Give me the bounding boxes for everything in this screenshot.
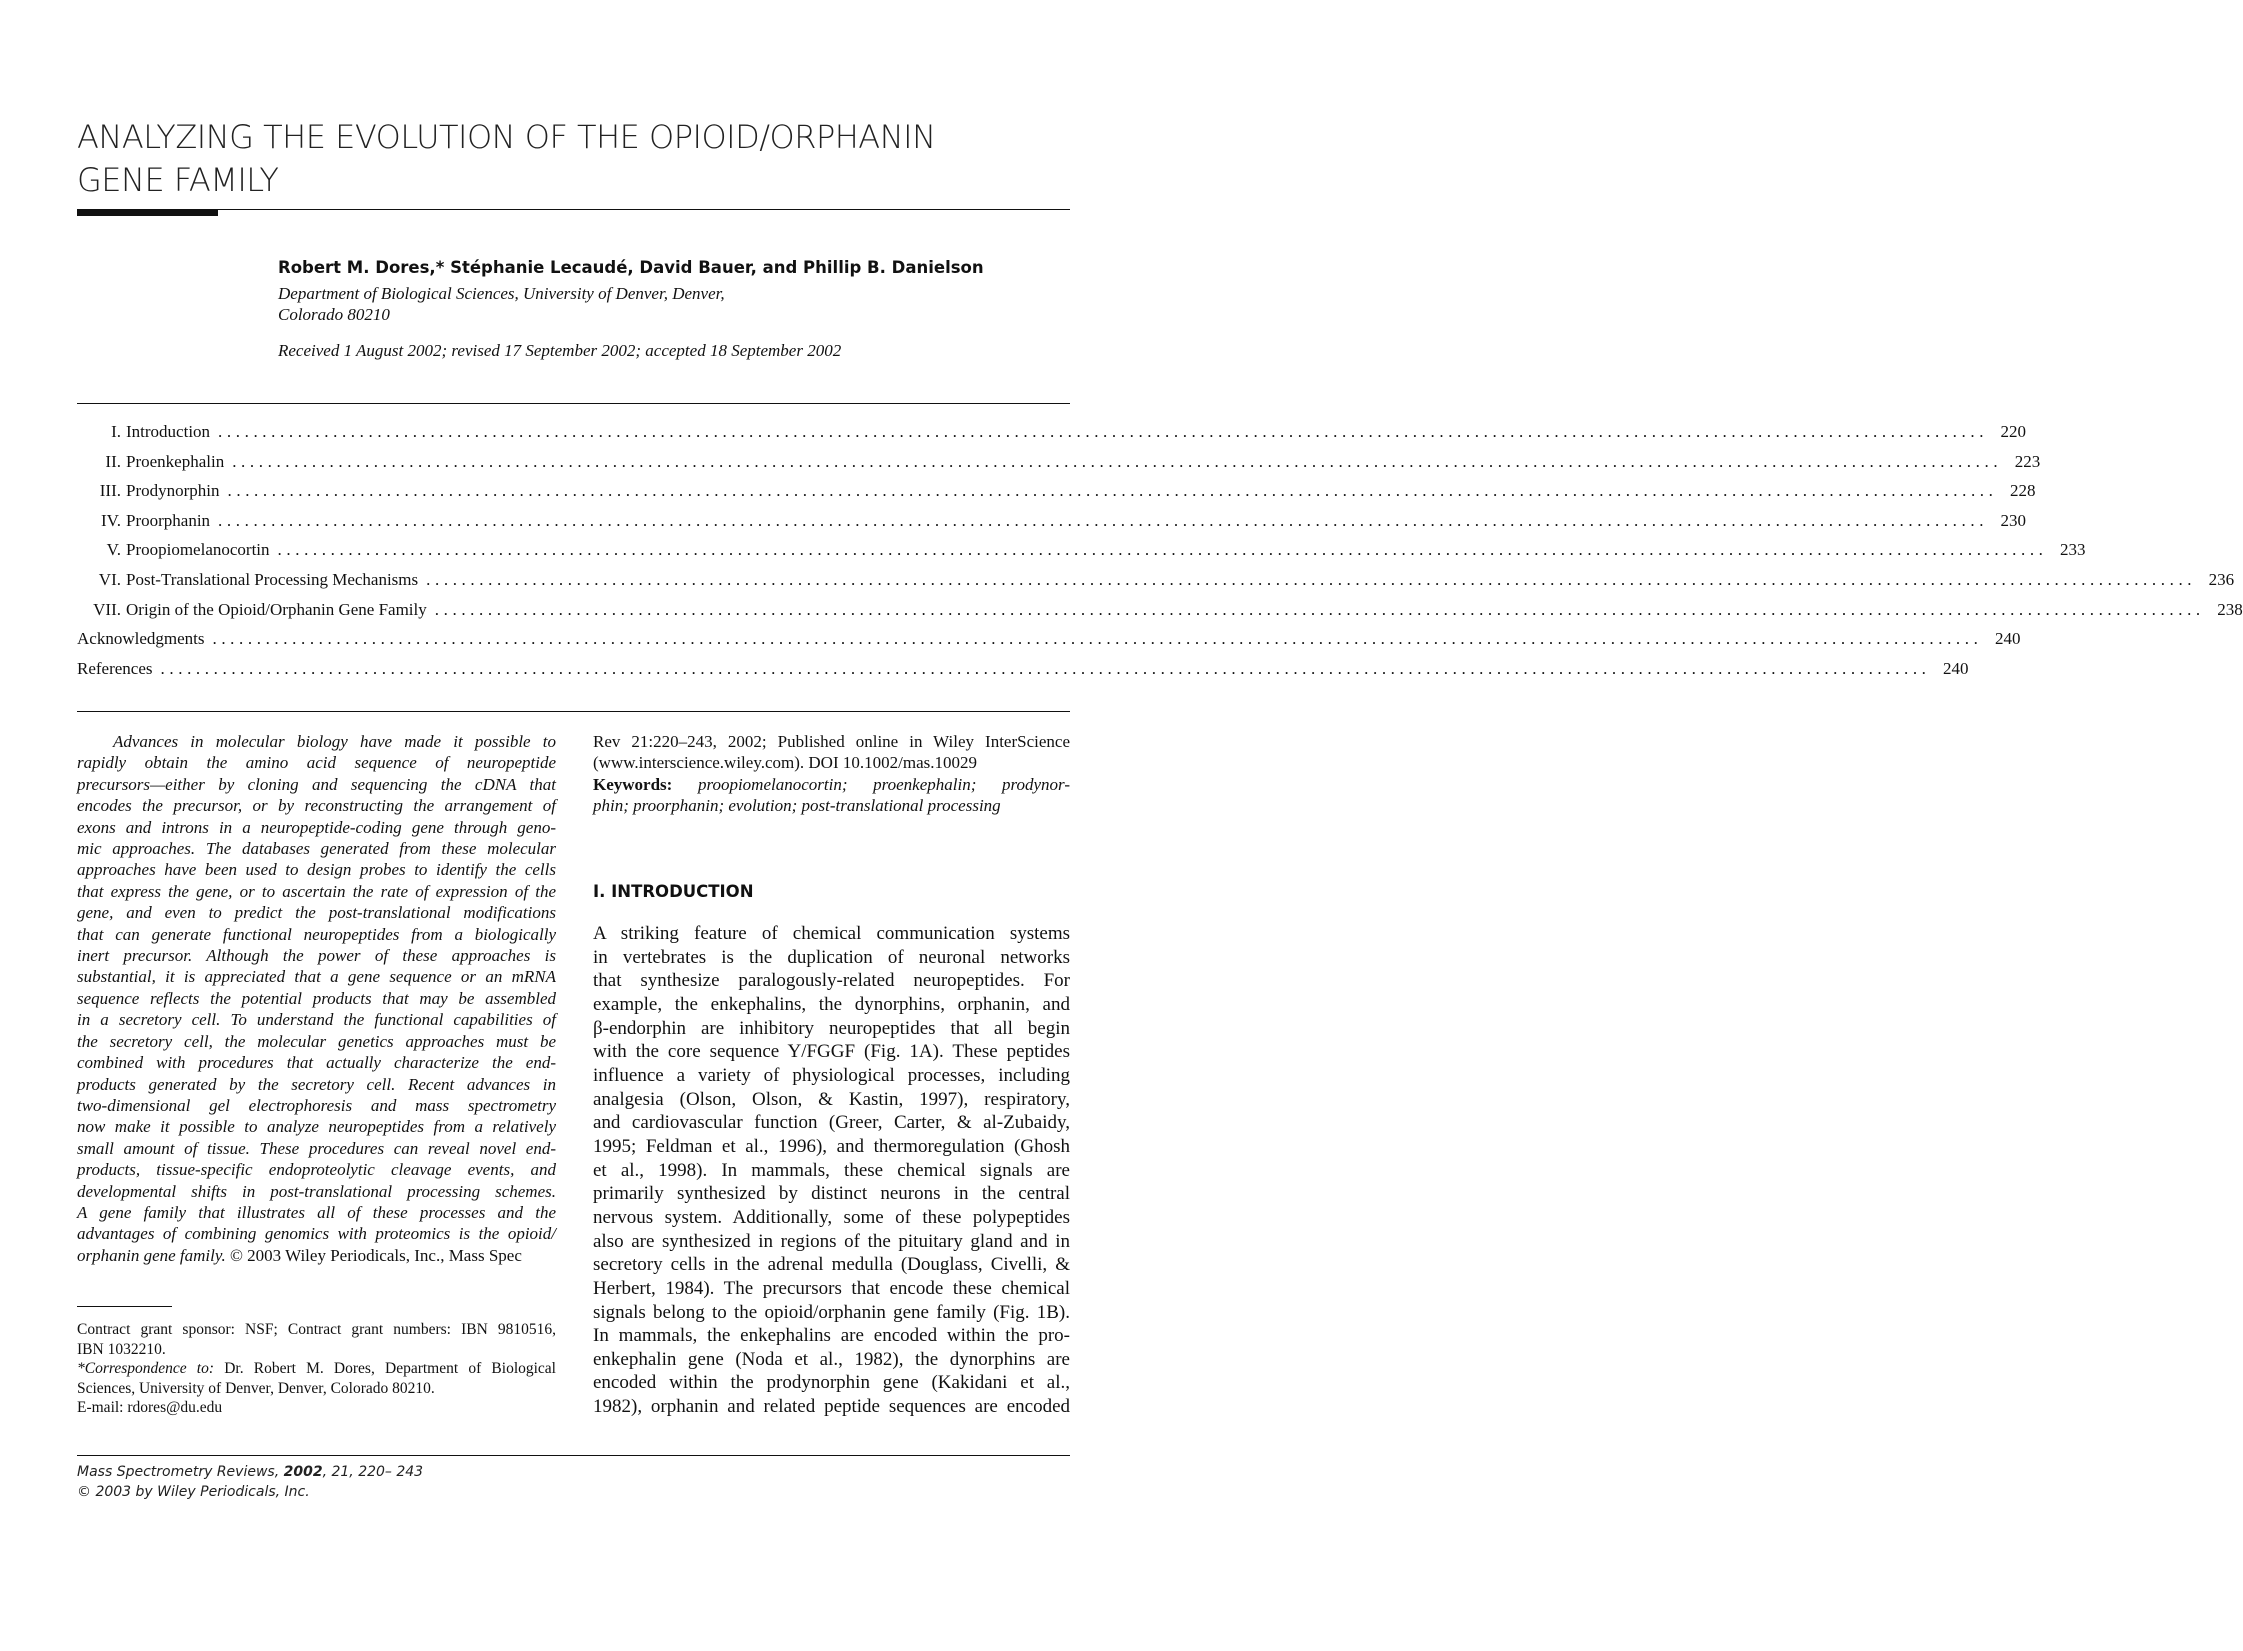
toc-top-rule xyxy=(77,403,1070,404)
abstract-line: Advances in molecular biology have made it possible to xyxy=(113,732,556,751)
abstract-line: small amount of tissue. These procedures can reveal novel end- xyxy=(77,1138,556,1158)
toc-entry[interactable] xyxy=(77,629,2021,659)
toc-leader-dots: ........................................................................................................................................................................................................ xyxy=(212,629,1983,649)
footnote-grant: Contract grant sponsor: NSF; Contract grant numbers: IBN 9810516, xyxy=(77,1321,556,1338)
affiliation xyxy=(278,283,725,325)
intro-line: primarily synthesized by distinct neurons in the central xyxy=(593,1183,1070,1205)
abstract-line: developmental shifts in post-translational processing schemes. xyxy=(77,1181,556,1201)
received-dates: Received 1 August 2002; revised 17 September 2002; accepted 18 September 2002 xyxy=(278,341,842,360)
title-line: ANALYZING THE EVOLUTION OF THE OPIOID/ORPHANIN xyxy=(77,118,936,156)
toc-leader-dots: ........................................................................................................................................................................................................ xyxy=(232,451,2003,471)
abstract-italic: orphanin gene family. xyxy=(77,1245,226,1265)
toc-number: I. xyxy=(111,422,121,441)
intro-line: In mammals, the enkephalins are encoded within the pro- xyxy=(593,1325,1070,1347)
abstract-line: precursors—either by cloning and sequencing the cDNA that xyxy=(77,774,556,794)
toc-label: Prodynorphin xyxy=(126,481,220,501)
affiliation-line: Department of Biological Sciences, University of Denver, Denver, xyxy=(278,284,725,303)
toc-leader-dots: ........................................................................................................................................................................................................ xyxy=(227,481,1998,501)
toc-number: VI. xyxy=(98,569,121,589)
toc-leader-dots: ........................................................................................................................................................................................................ xyxy=(277,540,2048,560)
authors: Robert M. Dores,* Stéphanie Lecaudé, David Bauer, and Phillip B. Danielson xyxy=(278,258,984,277)
keywords-label: Keywords: xyxy=(593,774,673,794)
toc-page-number: 233 xyxy=(2060,540,2086,560)
abstract-line: products, tissue-specific endoproteolytic cleavage events, and xyxy=(77,1160,556,1180)
abstract-line xyxy=(77,1245,556,1266)
toc-page-number: 228 xyxy=(2010,481,2036,501)
correspondence-label: *Correspondence to: xyxy=(77,1360,215,1378)
intro-line: and cardiovascular function (Greer, Carter, & al-Zubaidy, xyxy=(593,1112,1070,1134)
toc-leader-dots: ........................................................................................................................................................................................................ xyxy=(218,510,1989,530)
toc-number: IV. xyxy=(101,510,121,530)
title-accent-bar xyxy=(77,210,218,216)
abstract-line: approaches have been used to design probes to identify the cells xyxy=(77,860,556,880)
journal-name: Mass Spectrometry Reviews, xyxy=(77,1464,284,1480)
footnote-grant: IBN 1032210. xyxy=(77,1340,166,1358)
abstract-line: the secretory cell, the molecular genetics approaches must be xyxy=(77,1031,556,1051)
toc-number: III. xyxy=(99,481,121,501)
title-rule xyxy=(77,209,1070,210)
toc-entry[interactable] xyxy=(77,540,2086,570)
journal-citation xyxy=(77,1462,423,1482)
intro-line: β-endorphin are inhibitory neuropeptides that all begin xyxy=(593,1017,1070,1039)
footnote-correspondence xyxy=(77,1359,556,1379)
citation-line: (www.interscience.wiley.com). DOI 10.1002/mas.10029 xyxy=(593,753,977,773)
toc-entry[interactable] xyxy=(77,599,2243,630)
toc-number: II. xyxy=(105,451,121,471)
toc-label: Proorphanin xyxy=(126,510,211,530)
intro-line: also are synthesized in regions of the pituitary gland and in xyxy=(593,1230,1070,1252)
abstract-line: mic approaches. The databases generated from these molecular xyxy=(77,839,556,859)
journal-footer xyxy=(77,1462,423,1502)
intro-line: secretory cells in the adrenal medulla (Douglass, Civelli, & xyxy=(593,1254,1070,1276)
intro-line: enkephalin gene (Noda et al., 1982), the dynorphins are xyxy=(593,1348,1070,1370)
footnotes xyxy=(77,1320,556,1418)
toc-label: Acknowledgments xyxy=(77,629,205,649)
table-of-contents xyxy=(77,422,2243,688)
abstract-line: advantages of combining genomics with proteomics is the opioid/ xyxy=(77,1224,556,1244)
abstract-line: inert precursor. Although the power of these approaches is xyxy=(77,946,556,966)
abstract-line: now make it possible to analyze neuropeptides from a relatively xyxy=(77,1117,556,1137)
toc-bottom-rule xyxy=(77,711,1070,712)
toc-entry[interactable] xyxy=(77,510,2027,541)
toc-page-number: 240 xyxy=(1994,629,2021,649)
abstract-line: substantial, it is appreciated that a gene sequence or an mRNA xyxy=(77,967,556,987)
intro-line: nervous system. Additionally, some of these polypeptides xyxy=(593,1206,1070,1228)
toc-page-number: 223 xyxy=(2014,451,2041,471)
toc-page-number: 236 xyxy=(2208,569,2235,589)
toc-page-number: 230 xyxy=(2000,510,2027,530)
intro-line: example, the enkephalins, the dynorphins, orphanin, and xyxy=(593,993,1070,1015)
intro-line: A striking feature of chemical communication systems xyxy=(593,923,1070,944)
footnote-rule xyxy=(77,1306,172,1307)
abstract-line: combined with procedures that actually characterize the end- xyxy=(77,1053,556,1073)
intro-line: analgesia (Olson, Olson, & Kastin, 1997), respiratory, xyxy=(593,1088,1070,1110)
abstract-line: two-dimensional gel electrophoresis and mass spectrometry xyxy=(77,1095,556,1115)
article-title xyxy=(77,116,936,202)
intro-line: 1982), orphanin and related peptide sequences are encoded xyxy=(593,1396,1070,1418)
toc-label: Origin of the Opioid/Orphanin Gene Family xyxy=(126,599,427,619)
toc-number: VII. xyxy=(93,599,121,619)
intro-line: 1995; Feldman et al., 1996), and thermoregulation (Ghosh xyxy=(593,1135,1070,1157)
abstract-line: that can generate functional neuropeptides from a biologically xyxy=(77,924,556,944)
section-heading: I. INTRODUCTION xyxy=(593,882,754,901)
correspondence-text: Dr. Robert M. Dores, Department of Biological xyxy=(214,1360,556,1378)
intro-line: et al., 1998). In mammals, these chemical signals are xyxy=(593,1159,1070,1181)
abstract-line: in a secretory cell. To understand the functional capabilities of xyxy=(77,1010,556,1030)
intro-line: influence a variety of physiological processes, including xyxy=(593,1064,1070,1086)
abstract-line: A gene family that illustrates all of these processes and the xyxy=(77,1202,556,1222)
toc-entry[interactable] xyxy=(77,658,1969,689)
intro-line: signals belong to the opioid/orphanin gene family (Fig. 1B). xyxy=(593,1301,1070,1323)
affiliation-line: Colorado 80210 xyxy=(278,305,390,324)
citation-line: Rev 21:220–243, 2002; Published online in Wiley InterScience xyxy=(593,732,1070,751)
keywords-text: phin; proorphanin; evolution; post-translational processing xyxy=(593,796,1001,816)
intro-line: that synthesize paralogously-related neuropeptides. For xyxy=(593,970,1070,992)
toc-entry[interactable] xyxy=(77,451,2041,482)
journal-year: 2002 xyxy=(283,1464,323,1480)
toc-entry[interactable] xyxy=(77,422,2027,452)
abstract-line: rapidly obtain the amino acid sequence of neuropeptide xyxy=(77,753,556,773)
toc-label: References xyxy=(77,658,153,678)
citation-meta xyxy=(593,731,1070,817)
toc-leader-dots: ........................................................................................................................................................................................................ xyxy=(434,599,2205,619)
toc-leader-dots: ........................................................................................................................................................................................................ xyxy=(218,422,1989,441)
toc-entry[interactable] xyxy=(77,569,2235,600)
footnote-email[interactable]: E-mail: rdores@du.edu xyxy=(77,1399,223,1417)
toc-entry[interactable] xyxy=(77,481,2036,511)
footnote-address: Sciences, University of Denver, Denver, Colorado 80210. xyxy=(77,1379,435,1397)
toc-label: Introduction xyxy=(126,422,211,441)
toc-page-number: 238 xyxy=(2217,599,2243,619)
intro-line: Herbert, 1984). The precursors that encode these chemical xyxy=(593,1277,1070,1299)
keywords xyxy=(593,774,1070,795)
footer-rule xyxy=(77,1455,1070,1456)
abstract-line: encodes the precursor, or by reconstructing the arrangement of xyxy=(77,796,556,816)
introduction-text xyxy=(593,922,1070,1419)
abstract-copyright: © 2003 Wiley Periodicals, Inc., Mass Spec xyxy=(225,1245,522,1265)
title-line: GENE FAMILY xyxy=(77,161,279,199)
abstract xyxy=(77,731,556,1266)
toc-number: V. xyxy=(106,540,121,560)
toc-page-number: 240 xyxy=(1943,658,1969,678)
abstract-line: products generated by the secretory cell. Recent advances in xyxy=(77,1074,556,1094)
toc-label: Proenkephalin xyxy=(126,451,225,471)
journal-copyright: © 2003 by Wiley Periodicals, Inc. xyxy=(77,1484,310,1500)
toc-label: Post-Translational Processing Mechanisms xyxy=(126,569,419,589)
abstract-line: exons and introns in a neuropeptide-coding gene through geno- xyxy=(77,817,556,837)
toc-label: Proopiomelanocortin xyxy=(126,540,270,560)
toc-leader-dots: ........................................................................................................................................................................................................ xyxy=(426,569,2197,589)
keywords-text: proopiomelanocortin; proenkephalin; prodynor- xyxy=(672,774,1070,794)
intro-line: in vertebrates is the duplication of neuronal networks xyxy=(593,946,1070,968)
toc-leader-dots: ........................................................................................................................................................................................................ xyxy=(160,658,1931,678)
intro-line: encoded within the prodynorphin gene (Kakidani et al., xyxy=(593,1372,1070,1394)
abstract-line: that express the gene, or to ascertain the rate of expression of the xyxy=(77,881,556,901)
abstract-line: gene, and even to predict the post-translational modifications xyxy=(77,903,556,923)
intro-line: with the core sequence Y/FGGF (Fig. 1A). These peptides xyxy=(593,1041,1070,1063)
toc-page-number: 220 xyxy=(2000,422,2027,441)
journal-volume-pages: , 21, 220– 243 xyxy=(322,1464,424,1480)
abstract-line: sequence reflects the potential products that may be assembled xyxy=(77,988,556,1008)
